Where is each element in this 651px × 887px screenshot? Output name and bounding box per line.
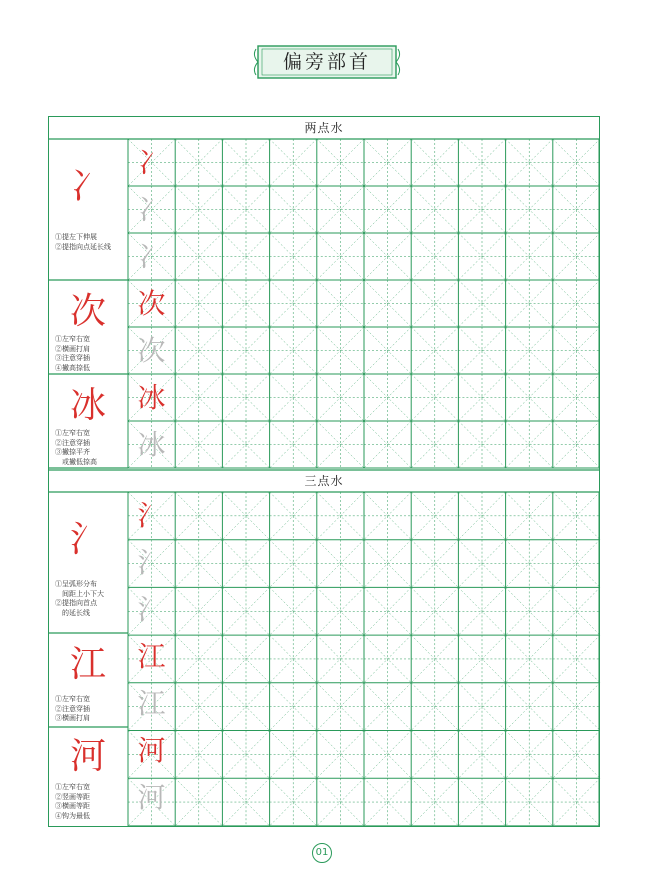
note-line: ③撇捺平齐 <box>55 448 90 456</box>
model-character: 江 <box>137 640 166 673</box>
demo-character: 江 <box>69 644 106 685</box>
stroke-notes <box>55 580 127 618</box>
trace-character: 江 <box>137 687 166 720</box>
demo-character: 次 <box>69 291 106 332</box>
note-line: 的延长线 <box>55 608 90 617</box>
stroke-notes <box>55 695 127 724</box>
trace-character: 次 <box>137 334 166 367</box>
note-line: 或撇低捺高 <box>55 457 97 466</box>
stroke-notes <box>55 429 127 467</box>
note-line: ④撇高捺低 <box>55 363 90 372</box>
lesson-panel-jiang <box>49 633 127 727</box>
note-line: ①左窄右宽 <box>55 429 90 437</box>
model-character: 次 <box>137 287 166 320</box>
stroke-notes <box>55 233 127 252</box>
note-line: ①左窄右宽 <box>55 335 90 343</box>
trace-character: 氵 <box>137 546 166 579</box>
note-line: ③横画等距 <box>55 802 90 810</box>
section-heading-three-dots: 三点水 <box>304 474 344 488</box>
demo-character: 冰 <box>69 385 106 426</box>
lesson-panel-bing <box>49 374 127 468</box>
note-line: ②注意穿插 <box>55 438 90 447</box>
trace-character: 冫 <box>137 240 166 273</box>
lesson-panel-radical-3dots <box>49 492 127 633</box>
lesson-panel-radical-2dots <box>49 139 127 280</box>
trace-character: 氵 <box>137 593 166 626</box>
note-line: ②注意穿插 <box>55 704 90 713</box>
note-line: ②提指向点延长线 <box>55 242 111 251</box>
stroke-notes <box>55 335 127 373</box>
note-line: 间距上小下大 <box>55 589 104 598</box>
page-number: 01 <box>312 843 332 863</box>
demo-character: 氵 <box>69 519 106 560</box>
note-line: ②提指向首点 <box>55 599 97 607</box>
lesson-panel-he <box>49 727 127 826</box>
note-line: ④钩为最低 <box>55 811 90 820</box>
lesson-panel-ci <box>49 280 127 374</box>
trace-character: 冰 <box>137 428 166 461</box>
note-line: ②竖画等距 <box>55 792 90 801</box>
note-line: ③注意穿插 <box>55 354 90 362</box>
demo-character: 河 <box>69 736 106 777</box>
section-heading-two-dots: 两点水 <box>304 121 344 135</box>
note-line: ③横画打肩 <box>55 714 90 722</box>
note-line: ①呈弧形分布 <box>55 580 97 588</box>
trace-character: 河 <box>137 781 166 814</box>
demo-character: 冫 <box>69 166 106 207</box>
page-title: 偏旁部首 <box>282 51 371 73</box>
note-line: ①提左下伸展 <box>55 233 97 241</box>
note-line: ①左窄右宽 <box>55 783 90 791</box>
note-line: ①左窄右宽 <box>55 695 90 703</box>
model-character: 河 <box>137 734 166 767</box>
note-line: ②横画打肩 <box>55 344 90 353</box>
model-character: 氵 <box>137 499 166 532</box>
trace-character: 冫 <box>137 193 166 226</box>
stroke-notes <box>55 783 127 821</box>
model-character: 冫 <box>137 146 166 179</box>
model-character: 冰 <box>137 381 166 414</box>
